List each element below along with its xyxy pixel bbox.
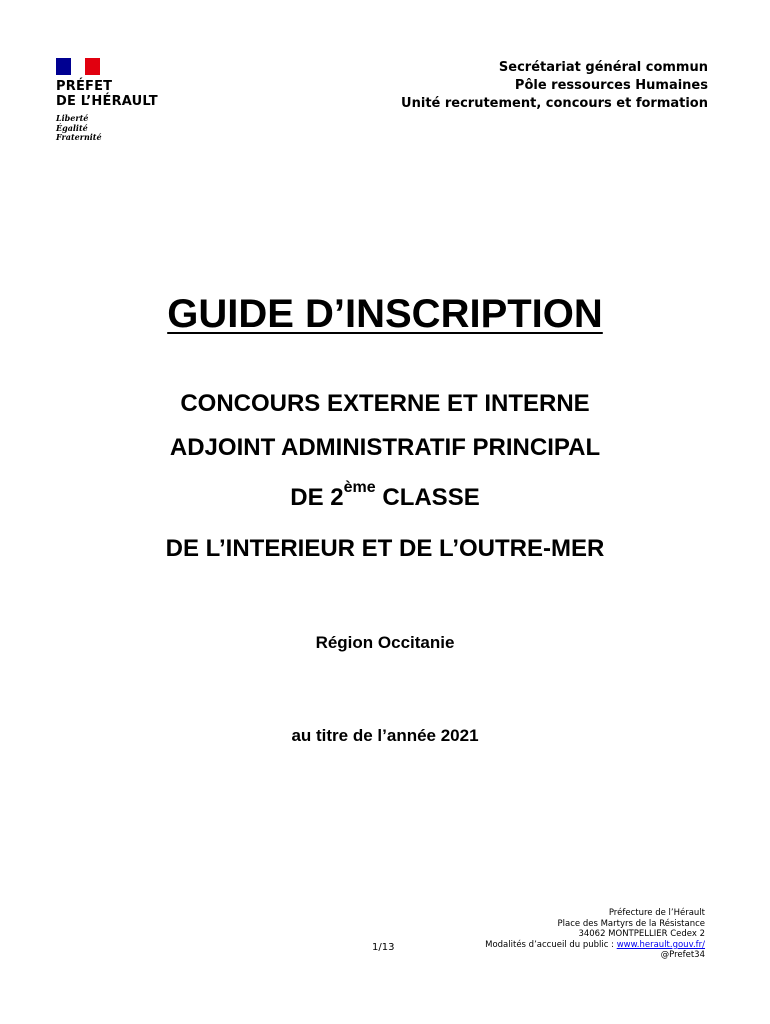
service-line-3: Unité recrutement, concours et formation: [401, 96, 708, 111]
prefecture-logo: [56, 58, 186, 143]
motto-fraternite: Fraternité: [56, 132, 102, 142]
flag-white-band: [71, 58, 85, 75]
footer-line-3: 34062 MONTPELLIER Cedex 2: [578, 929, 705, 940]
republic-motto: [56, 114, 186, 143]
document-title: GUIDE D’INSCRIPTION: [167, 292, 603, 336]
logo-line-prefet: PRÉFET: [56, 79, 113, 94]
footer-line-4: [485, 940, 705, 951]
year-label: au titre de l’année 2021: [291, 726, 479, 745]
subtitle-line-3: [0, 479, 770, 512]
subtitle-grade-prefix: DE 2: [290, 484, 344, 511]
footer-line-5: @Prefet34: [660, 950, 705, 961]
footer-reception-label: Modalités d’accueil du public :: [485, 939, 617, 950]
subtitle-line-4: DE L’INTERIEUR ET DE L’OUTRE-MER: [165, 535, 605, 562]
subtitle-grade-superscript: ème: [343, 479, 376, 496]
region-label: Région Occitanie: [315, 633, 455, 652]
flag-red-band: [85, 58, 100, 75]
website-link[interactable]: www.herault.gouv.fr/: [616, 939, 705, 950]
footer-address: [485, 908, 705, 961]
flag-blue-band: [56, 58, 71, 75]
subtitle-grade-suffix: CLASSE: [375, 484, 480, 511]
service-header: [401, 59, 708, 113]
page-number: 1/13: [372, 942, 395, 953]
footer-line-2: Place des Martyrs de la Résistance: [557, 918, 705, 929]
marianne-flag-icon: [56, 58, 100, 75]
service-line-1: Secrétariat général commun: [498, 60, 708, 75]
footer-line-1: Préfecture de l’Hérault: [608, 908, 705, 918]
service-line-2: Pôle ressources Humaines: [514, 78, 708, 93]
motto-liberte: Liberté: [56, 113, 89, 123]
motto-egalite: Égalité: [56, 122, 88, 133]
subtitle-line-1: CONCOURS EXTERNE ET INTERNE: [180, 390, 590, 417]
subtitle-line-2: ADJOINT ADMINISTRATIF PRINCIPAL: [169, 434, 601, 461]
logo-line-herault: DE L’HÉRAULT: [56, 94, 158, 109]
